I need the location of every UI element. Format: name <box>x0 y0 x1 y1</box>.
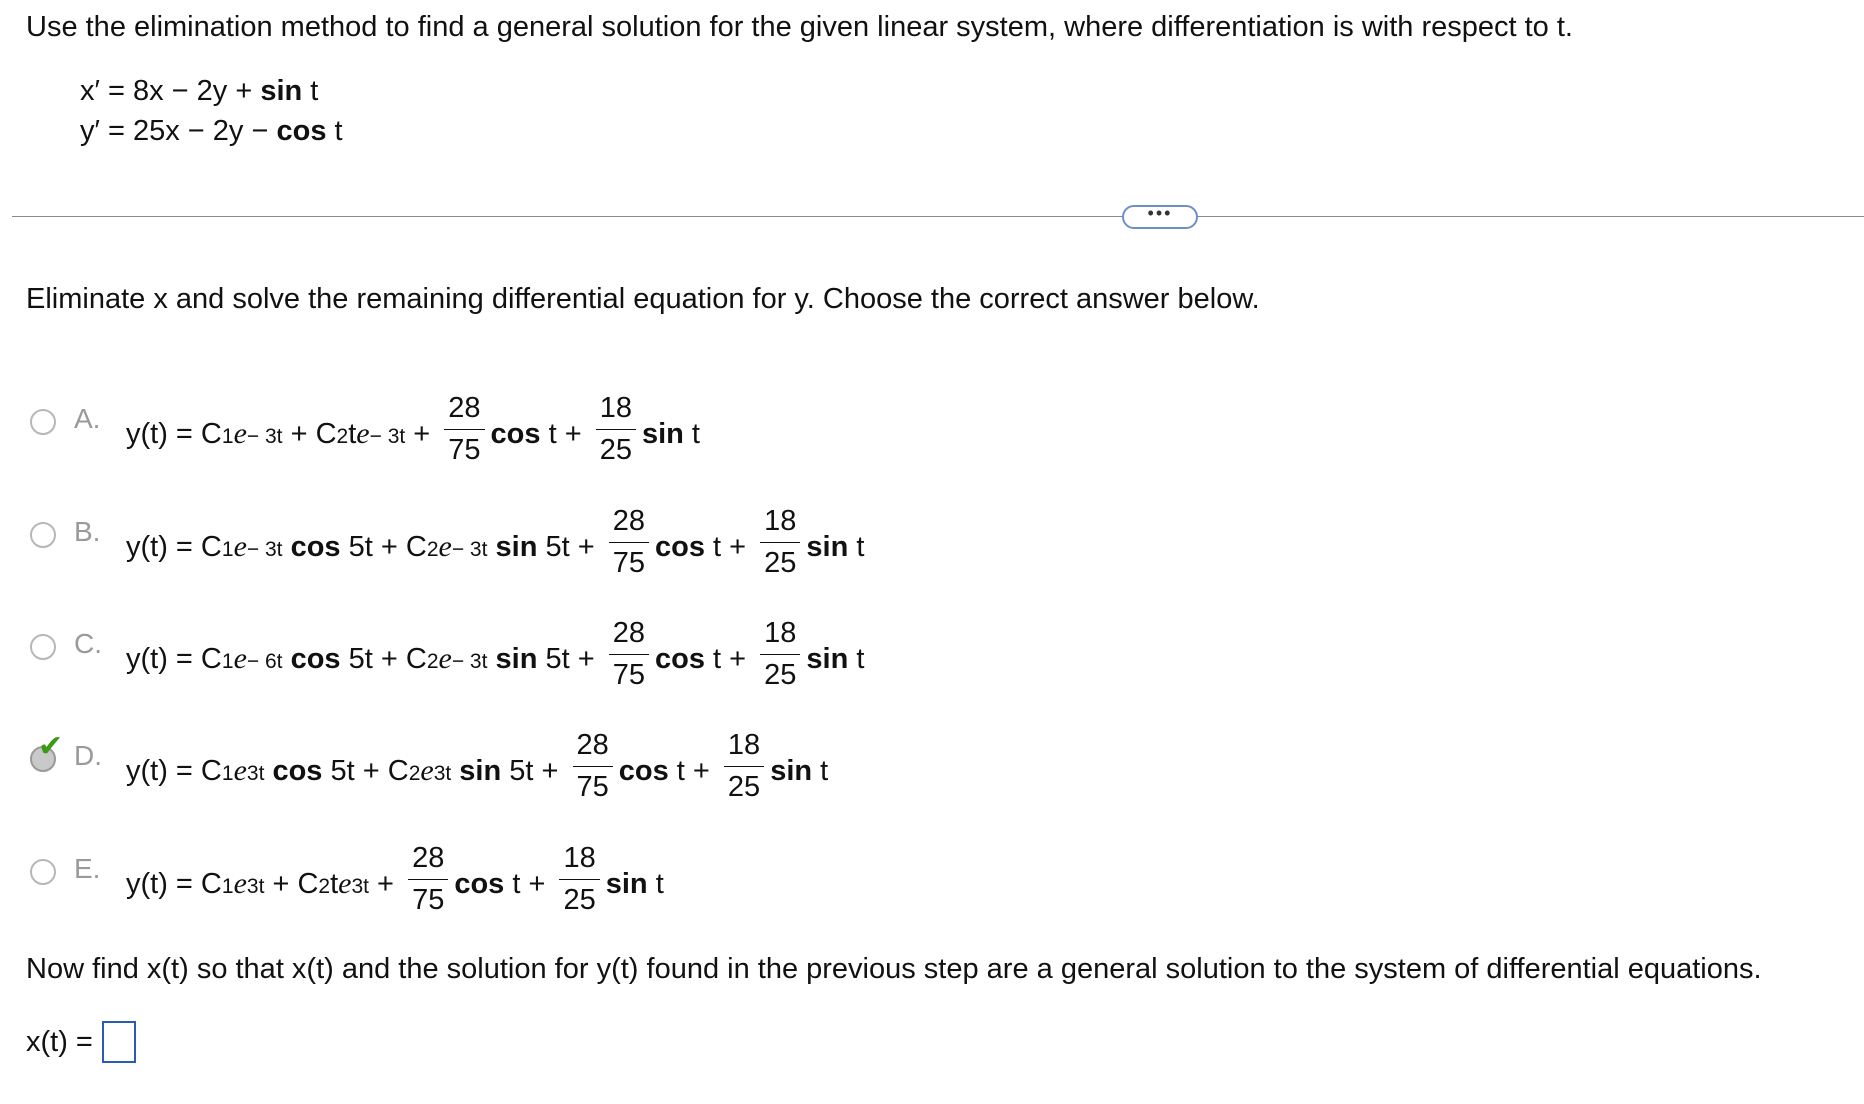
choice-b-expression: y(t) = C1e− 3t cos 5t + C2e− 3t sin 5t + $\frac{28}{75}$ cos t + $\frac{18}{25}$ sin t <box>126 505 865 579</box>
exponent: 3t <box>351 875 369 899</box>
choice-d-expression: y(t) = C1e3t cos 5t + C2e3t sin 5t + $\frac{28}{75}$ cos t + $\frac{18}{25}$ sin t <box>126 729 829 803</box>
system-equation-1 <box>80 72 318 110</box>
answer-label: x(t) = <box>26 1026 93 1058</box>
radio-button[interactable] <box>30 409 56 435</box>
radio-button[interactable] <box>30 859 56 885</box>
eq2-arg: t <box>326 115 343 147</box>
instruction-text: Eliminate x and solve the remaining differential equation for y. Choose the correct answer below. <box>26 283 1260 315</box>
fraction-28-75: $\frac{28}{75}$ <box>408 844 448 915</box>
choice-letter: E. <box>74 853 101 884</box>
answer-input[interactable] <box>102 1021 136 1063</box>
choice-letter: C. <box>74 628 102 659</box>
eq1-fn: sin <box>260 75 303 107</box>
exponent: − 3t <box>451 538 488 562</box>
choice-letter: A. <box>74 403 101 434</box>
exponent: − 3t <box>246 538 283 562</box>
fraction-18-25: $\frac{18}{25}$ <box>559 844 599 915</box>
exponent: 3t <box>246 875 265 899</box>
fraction-28-75: $\frac{28}{75}$ <box>609 619 649 690</box>
system-equation-2 <box>80 112 343 150</box>
choice-e-expression: y(t) = C1e3t + C2te3t + $\frac{28}{75}$ cos t + $\frac{18}{25}$ sin t <box>126 842 664 916</box>
fraction-18-25: $\frac{18}{25}$ <box>760 619 800 690</box>
exponent: 3t <box>246 762 265 786</box>
eq2-lhs: y′ = 25x − 2y − <box>80 115 277 147</box>
question-prompt: Use the elimination method to find a general solution for the given linear system, where differentiation is with respect to t. <box>26 11 1573 43</box>
eq1-lhs: x′ = 8x − 2y + <box>80 75 261 107</box>
exponent: 3t <box>433 762 452 786</box>
choice-a-expression: y(t) = C1e− 3t + C2te− 3t + $\frac{28}{75}$ cos t + $\frac{18}{25}$ sin t <box>126 392 700 466</box>
eq2-fn: cos <box>276 115 327 147</box>
fraction-18-25: $\frac{18}{25}$ <box>596 394 636 465</box>
section-divider <box>12 216 1864 217</box>
fraction-18-25: $\frac{18}{25}$ <box>724 731 764 802</box>
checkmark-icon: ✔ <box>38 730 64 763</box>
radio-button[interactable] <box>30 522 56 548</box>
choice-letter: B. <box>74 516 101 547</box>
fraction-28-75: $\frac{28}{75}$ <box>609 507 649 578</box>
more-options-button[interactable]: ••• <box>1122 205 1198 229</box>
radio-button[interactable] <box>30 634 56 660</box>
eq1-arg: t <box>302 75 319 107</box>
fraction-28-75: $\frac{28}{75}$ <box>444 394 484 465</box>
followup-prompt: Now find x(t) so that x(t) and the solution for y(t) found in the previous step are a general solution to the system of differential equations. <box>26 953 1762 985</box>
fraction-28-75: $\frac{28}{75}$ <box>573 731 613 802</box>
exponent: − 3t <box>451 650 488 674</box>
exponent: − 3t <box>369 425 406 449</box>
choice-letter: D. <box>74 740 102 771</box>
exponent: − 3t <box>246 425 283 449</box>
fraction-18-25: $\frac{18}{25}$ <box>760 507 800 578</box>
choice-c-expression: y(t) = C1e− 6t cos 5t + C2e− 3t sin 5t + $\frac{28}{75}$ cos t + $\frac{18}{25}$ sin t <box>126 617 865 691</box>
exponent: − 6t <box>246 650 283 674</box>
